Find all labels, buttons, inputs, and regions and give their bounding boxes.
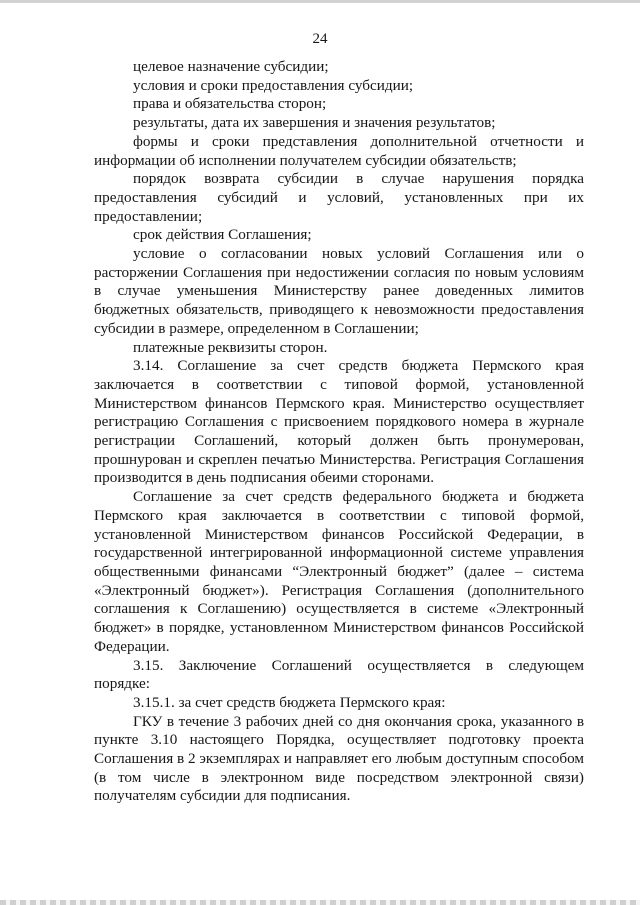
list-item-conditions: условия и сроки предоставления субсидии; [133, 76, 414, 94]
clause-3-15-1-gku: ГКУ в течение 3 рабочих дней со дня окончания срока, указанного в пункте 3.10 настоящего Порядка, осуществляет подготовку проекта Соглашения в 2 экземплярах и направляет его любым доступным способом (в том числе в электронном виде посредством электронной связи) получателям субсидии для подписания. [94, 712, 584, 805]
clause-3-14: 3.14. Соглашение за счет средств бюджета Пермского края заключается в соответствии с типовой формой, установленной Министерством финансов Пермского края. Министерство осуществляет регистрацию Соглашения с присвоением порядкового номера в журнале регистрации Соглашений, который должен быть пронумерован, прошнурован и скреплен печатью Министерства. Регистрация Соглашения производится в день подписания обеими сторонами. [94, 357, 584, 487]
list-item-rights: права и обязательства сторон; [133, 95, 327, 113]
list-item-purpose: целевое назначение субсидии; [133, 58, 329, 75]
list-item-payment-details: платежные реквизиты сторон. [133, 338, 328, 356]
scan-top-edge [0, 0, 640, 3]
clause-3-15-1: 3.15.1. за счет средств бюджета Пермского края: [133, 693, 446, 711]
list-item-results: результаты, дата их завершения и значения результатов; [133, 114, 496, 132]
list-item-return-procedure: порядок возврата субсидии в случае нарушения порядка предоставления субсидий и условий, установленных при их предоставлении; [94, 170, 584, 225]
list-item-reporting: формы и сроки представления дополнительной отчетности и информации об исполнении получателем субсидии обязательств; [94, 132, 584, 169]
list-item-term: срок действия Соглашения; [133, 226, 312, 244]
list-item-new-conditions: условие о согласовании новых условий Соглашения или о расторжении Соглашения при недостижении согласия по новым условиям в случае уменьшения Министерству ранее доведенных лимитов бюджетных обязательств, приводящего к невозможности предоставления субсидии в размере, определенном в Соглашении; [94, 245, 584, 337]
clause-3-15: 3.15. Заключение Соглашений осуществляется в следующем порядке: [94, 656, 584, 693]
document-body [94, 58, 584, 806]
page-number: 24 [312, 31, 328, 47]
scan-bottom-edge [0, 900, 640, 905]
clause-3-14-federal: Соглашение за счет средств федерального бюджета и бюджета Пермского края заключается в соответствии с типовой формой, установленной Министерством финансов Российской Федерации, в государственной интегрированной информационной системе управления общественными финансами “Электронный бюджет” (далее – система «Электронный бюджет»). Регистрация Соглашения (дополнительного соглашения к Соглашению) осуществляется в системе «Электронный бюджет» в порядке, установленном Министерством финансов Российской Федерации. [94, 488, 584, 655]
